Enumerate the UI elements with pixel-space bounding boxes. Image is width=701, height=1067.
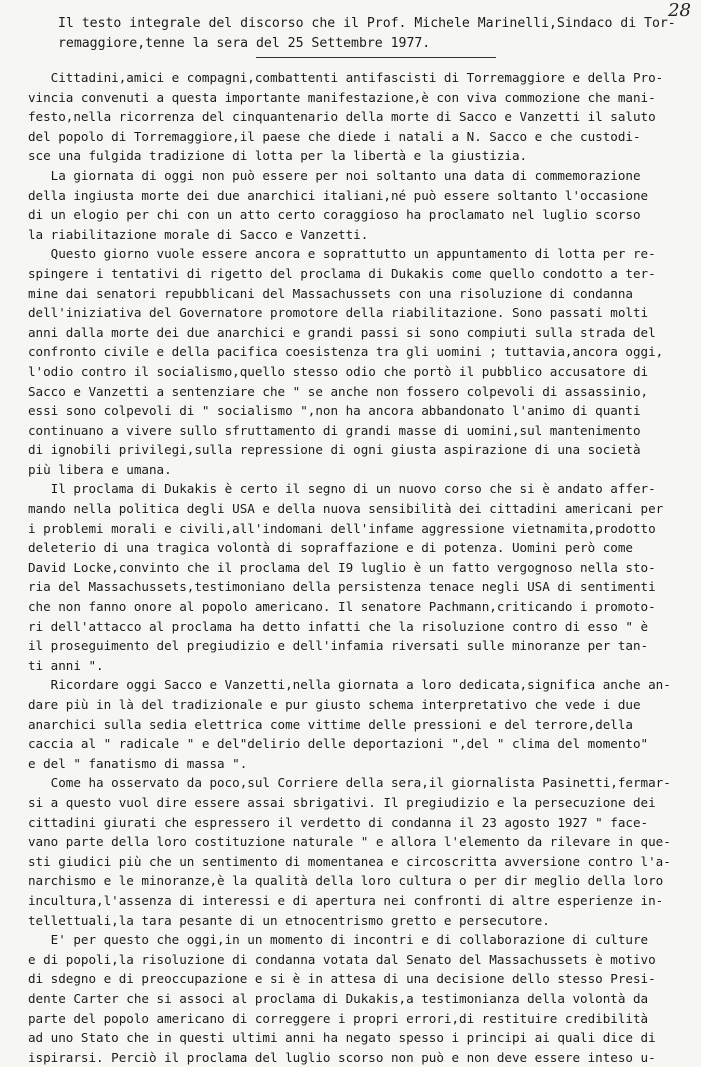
body-text-line: continuano a vivere sullo sfruttamento di grandi masse di uomini,sul mantenimento: [28, 422, 641, 438]
body-text-line: ti anni ".: [28, 657, 104, 673]
body-text-line: Ricordare oggi Sacco e Vanzetti,nella giornata a loro dedicata,significa anche an-: [28, 677, 671, 693]
body-text-line: narchismo e le minoranze,è la qualità della loro cultura o per dir meglio della loro: [28, 873, 664, 889]
document-header: [58, 14, 678, 54]
body-text-line: del popolo di Torremaggiore,il paese che diede i natali a N. Sacco e che custodi-: [28, 128, 641, 144]
body-text-line: l'odio contro il socialismo,quello stesso odio che portò il pubblico accusatore di: [28, 363, 649, 379]
body-text-line: Sacco e Vanzetti a sentenziare che " se anche non fossero colpevoli di assassinio,: [28, 383, 649, 399]
body-text-line: La giornata di oggi non può essere per noi soltanto una data di commemorazione: [28, 167, 641, 183]
body-text-line: Come ha osservato da poco,sul Corriere della sera,il giornalista Pasinetti,fermar-: [28, 775, 671, 791]
body-text-line: festo,nella ricorrenza del cinquantenario della morte di Sacco e Vanzetti il saluto: [28, 109, 656, 125]
body-text-line: incultura,l'assenza di interessi e di apertura nei confronti di altre esperienze in-: [28, 892, 664, 908]
document-body: [28, 68, 688, 1067]
body-text-line: parte del popolo americano di correggere i propri errori,di restituire credibilità: [28, 1010, 649, 1026]
body-text-line: spingere i tentativi di rigetto del proclama di Dukakis come quello condotto a ter-: [28, 265, 656, 281]
body-text-line: tellettuali,la tara pesante di un etnocentrismo gretto e persecutore.: [28, 912, 550, 928]
body-text-line: i problemi morali e civili,all'indomani dell'infame aggressione vietnamita,prodotto: [28, 520, 656, 536]
body-text-line: si a questo vuol dire essere assai sbrigativi. Il pregiudizio e la persecuzione dei: [28, 794, 656, 810]
body-text-line: anarchici sulla sedia elettrica come vittime delle pressioni e del terrore,della: [28, 716, 633, 732]
header-underline: [256, 57, 496, 58]
page-number: 28: [668, 0, 691, 21]
body-text-line: sce una fulgida tradizione di lotta per la libertà e la giustizia.: [28, 148, 528, 164]
body-text-line: mine dai senatori repubblicani del Massachussets con una risoluzione di condanna: [28, 285, 633, 301]
body-text-line: essi sono colpevoli di " socialismo ",non ha ancora abbandonato l'animo di quanti: [28, 403, 641, 419]
body-text-line: mando nella politica degli USA e della nuova sensibilità dei cittadini americani per: [28, 501, 664, 517]
body-text-line: dente Carter che si associ al proclama di Dukakis,a testimonianza della volontà da: [28, 990, 649, 1006]
body-text-line: e di popoli,la risoluzione di condanna votata dal Senato del Massachussets è motivo: [28, 951, 656, 967]
body-text-line: dare più in là del tradizionale e pur giusto schema interpretativo che vede i due: [28, 697, 641, 712]
body-text-line: vano parte della loro costituzione naturale " e allora l'elemento da rilevare in que-: [28, 834, 671, 850]
body-text-line: e del " fanatismo di massa ".: [28, 755, 248, 771]
body-text-line: che non fanno onore al popolo americano. Il senatore Pachmann,criticando i promoto-: [28, 599, 656, 615]
header-line: Il testo integrale del discorso che il Prof. Michele Marinelli,Sindaco di Tor-: [58, 16, 676, 31]
body-text-line: ri dell'attacco al proclama ha detto infatti che la risoluzione contro di esso " è: [28, 618, 649, 634]
body-text-line: ria del Massachussets,testimoniano della persistenza tenace negli USA di sentimenti: [28, 579, 656, 595]
body-text-line: sti giudici più che un sentimento di momentanea e circoscritta avversione contro l'a-: [28, 853, 671, 869]
body-text-line: dell'iniziativa del Governatore promotore della riabilitazione. Sono passati molti: [28, 305, 649, 321]
body-text-line: vincia convenuti a questa importante manifestazione,è con viva commozione che mani-: [28, 89, 656, 105]
body-text-line: la riabilitazione morale di Sacco e Vanzetti.: [28, 226, 369, 242]
body-text-line: anni dalla morte dei due anarchici e grandi passi si sono compiuti sulla strada del: [28, 324, 656, 340]
body-text-line: deleterio di una tragica volontà di sopraffazione e di potenza. Uomini però come: [28, 540, 633, 556]
body-text-line: David Locke,convinto che il proclama del I9 luglio è un fatto vergognoso nella sto-: [28, 559, 656, 575]
body-text-line: Cittadini,amici e compagni,combattenti antifascisti di Torremaggiore e della Pro-: [28, 70, 664, 85]
body-text-line: di sdegno e di preoccupazione e si è in attesa di una decisione dello stesso Presi-: [28, 971, 656, 987]
body-text-line: ispirarsi. Perciò il proclama del luglio scorso non può e non deve essere inteso u-: [28, 1049, 656, 1065]
body-text-line: caccia al " radicale " e del"delirio delle deportazioni ",del " clima del momento": [28, 736, 649, 752]
body-text-line: della ingiusta morte dei due anarchici italiani,né può essere soltanto l'occasione: [28, 187, 649, 203]
body-text-line: confronto civile e della pacifica coesistenza tra gli uomini ; tuttavia,ancora oggi,: [28, 344, 664, 360]
body-text-line: di un elogio per chi con un atto certo coraggioso ha proclamato nel luglio scorso: [28, 207, 641, 223]
body-text-line: il proseguimento del pregiudizio e dell'infamia riversati sulle minoranze per tan-: [28, 638, 649, 654]
body-text-line: E' per questo che oggi,in un momento di incontri e di collaborazione di culture: [28, 932, 649, 948]
body-text-line: di ignobili privilegi,sulla repressione di ogni giusta aspirazione di una società: [28, 442, 641, 458]
body-text-line: Questo giorno vuole essere ancora e soprattutto un appuntamento di lotta per re-: [28, 246, 656, 262]
body-text-line: Il proclama di Dukakis è certo il segno di un nuovo corso che si è andato affer-: [28, 481, 656, 497]
body-text-line: ad uno Stato che in questi ultimi anni ha negato spesso i principi ai quali dice di: [28, 1030, 656, 1046]
body-text-line: più libera e umana.: [28, 461, 172, 477]
header-line: remaggiore,tenne la sera del 25 Settembre 1977.: [58, 36, 431, 51]
body-text-line: cittadini giurati che espressero il verdetto di condanna il 23 agosto 1927 " face-: [28, 814, 649, 830]
